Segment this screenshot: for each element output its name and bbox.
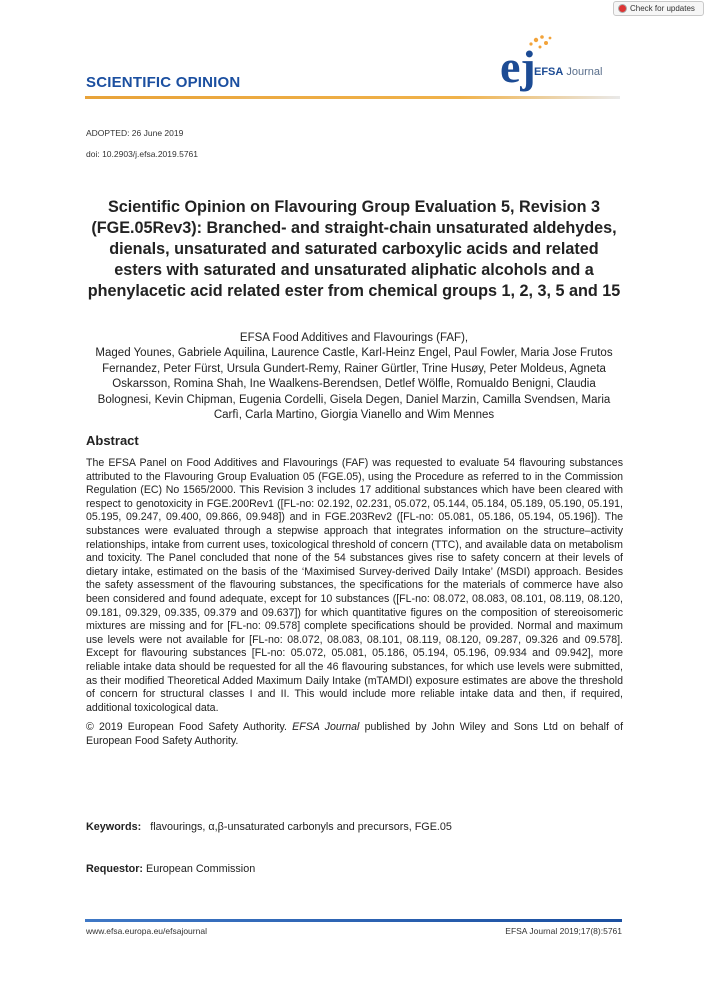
copyright-pre: © 2019 European Food Safety Authority. (86, 721, 293, 734)
section-title: SCIENTIFIC OPINION (86, 74, 241, 91)
crossmark-icon (618, 4, 627, 13)
requestor-value: European Commission (146, 863, 256, 875)
author-list (86, 331, 622, 423)
author-names: Maged Younes, Gabriele Aquilina, Laurence Castle, Karl-Heinz Engel, Paul Fowler, Maria Jose Frutos Fernandez, Peter Fürst, Ursula Gundert-Remy, Rainer Gürtler, Trine Husøy, Peter Moldeus, Agneta Oskarsson, Romina Shah, Ine Waalkens-Berendsen, Detlef Wölfle, Romualdo Benigni, Claudia Bolognesi, Kevin Chipman, Eugenia Cordelli, Gisela Degen, Daniel Marzin, Camilla Svendsen, Maria Carfì, Carla Martino, Giorgia Vianello and Wim Mennes (95, 347, 613, 422)
footer-citation: EFSA Journal 2019;17(8):5761 (505, 926, 622, 936)
abstract-section (86, 457, 623, 748)
logo-brand: EFSA (534, 66, 564, 78)
copyright-journal: EFSA Journal (292, 721, 360, 734)
check-for-updates-button[interactable] (613, 1, 704, 16)
doi-link[interactable]: doi: 10.2903/j.efsa.2019.5761 (86, 149, 199, 159)
logo-mark: ej (500, 41, 536, 92)
header-divider (85, 96, 620, 99)
footer-url[interactable]: www.efsa.europa.eu/efsajournal (86, 926, 207, 936)
requestor-line (86, 863, 255, 875)
abstract-heading: Abstract (86, 433, 139, 448)
article-title: Scientific Opinion on Flavouring Group Evaluation 5, Revision 3 (FGE.05Rev3): Branched- and straight-chain unsaturated aldehydes, dienals, unsaturated and saturated carboxylic acids and related esters with saturated and unsaturated aliphatic alcohols and a phenylacetic acid related ester from chemical groups 1, 2, 3, 5 and 15 (87, 198, 621, 300)
panel-name: EFSA Food Additives and Flavourings (FAF), (239, 332, 469, 344)
keywords-line (86, 821, 626, 833)
footer-divider (85, 919, 622, 922)
logo-journal: Journal (566, 66, 603, 78)
adopted-date: ADOPTED: 26 June 2019 (86, 128, 184, 138)
copyright-notice (86, 721, 623, 748)
logo-wordmark (534, 66, 602, 78)
requestor-label: Requestor: (86, 863, 143, 875)
efsa-journal-logo (498, 34, 628, 96)
keywords-value: flavourings, α,β-unsaturated carbonyls and precursors, FGE.05 (150, 821, 452, 833)
check-for-updates-label: Check for updates (630, 4, 695, 13)
abstract-body: The EFSA Panel on Food Additives and Flavourings (FAF) was requested to evaluate 54 flavouring substances attributed to the Flavouring Group Evaluation 05 (FGE.05), using the Procedure as referred to in the Commission Regulation (EC) No 1565/2000. This Revision 3 includes 17 additional substances which have been cleared with respect to genotoxicity in FGE.200Rev1 ([FL-no: 02.192, 02.231, 05.072, 05.144, 05.184, 05.189, 05.190, 05.191, 05.195, 09.247, 09.400, 09.866, 09.948]) and in FGE.203Rev2 ([FL-no: 05.081, 05.186, 05.194, 05.196]). The substances were evaluated through a stepwise approach that integrates information on the structure–activity relationships, intake from current uses, toxicological threshold of concern (TTC), and available data on metabolism and toxicity. The Panel concluded that none of the 54 substances gives rise to safety concern at their levels of dietary intake, estimated on the basis of the ‘Maximised Survey-derived Daily Intake’ (MSDI) approach. Besides the safety assessment of the flavouring substances, the specifications for the materials of commerce have also been considered and found adequate, except for 10 substances ([FL-no: 08.072, 08.083, 08.101, 08.119, 08.120, 09.181, 09.329, 09.335, 09.379 and 09.637]) for which quantitative figures on the composition of stereoisomeric mixtures are missing and for [FL-no: 09.578] complete specifications should be provided. Normal and maximum use levels were not available for [FL-no: 08.072, 08.083, 08.101, 08.119, 08.120, 09.287, 09.326 and 09.578]. Except for flavouring substances [FL-no: 05.072, 05.081, 05.186, 05.194, 05.196, 09.934 and 09.942], more reliable intake data should be requested for all the 46 flavouring substances, for which use levels were submitted, as their modified Theoretical Added Maximum Daily Intake (mTAMDI) exposure estimates are above the threshold of concern for structural classes I and II. This would include more reliable intake data and then, if required, additional toxicological data. (86, 457, 623, 714)
copyright-post: published by John Wiley and Sons Ltd on behalf of European Food Safety Authority. (86, 721, 624, 747)
keywords-label: Keywords: (86, 821, 142, 833)
